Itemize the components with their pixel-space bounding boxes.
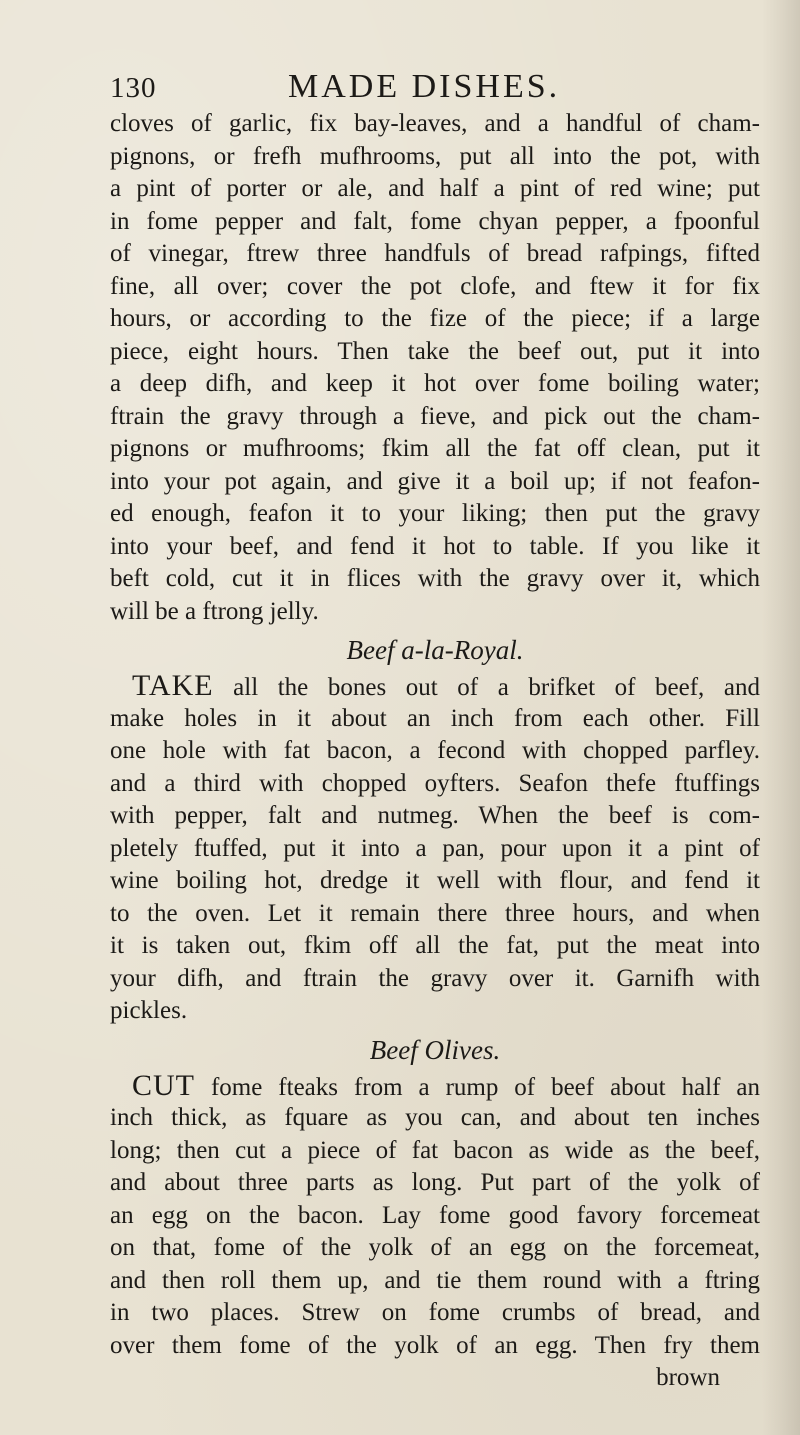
text-line: a deep difh, and keep it hot over fome boiling water; xyxy=(110,370,760,397)
first-line-text: fome fteaks from a rump of beef about half an xyxy=(195,1073,760,1101)
text-line: an egg on the bacon. Lay fome good favory forcemeat xyxy=(110,1201,760,1229)
catchword: brown xyxy=(656,1364,720,1391)
text-line: piece, eight hours. Then take the beef out, put it into xyxy=(110,337,760,365)
running-head: MADE DISHES. xyxy=(288,68,561,105)
text-line: make holes in it about an inch from each other. Fill xyxy=(110,704,760,732)
recipe-heading-beef-a-la-royal: Beef a-la-Royal. xyxy=(346,635,524,665)
text-line: a pint of porter or ale, and half a pint of red wine; put xyxy=(110,175,760,202)
text-line: ed enough, feafon it to your liking; then put the gravy xyxy=(110,500,760,527)
page-edge-shadow xyxy=(762,0,800,1435)
text-line: and a third with chopped oyfters. Seafon thefe ftuffings xyxy=(110,769,760,797)
text-line: one hole with fat bacon, a fecond with chopped parfley. xyxy=(110,737,760,764)
text-line: pletely ftuffed, put it into a pan, pour upon it a pint of xyxy=(110,834,760,862)
body-text xyxy=(110,108,760,1395)
text-line: will be a ftrong jelly. xyxy=(110,597,319,625)
text-line: beft cold, cut it in flices with the gravy over it, which xyxy=(110,565,760,592)
text-line: fine, all over; cover the pot clofe, and ftew it for fix xyxy=(110,272,760,300)
text-line: and about three parts as long. Put part of the yolk of xyxy=(110,1169,760,1196)
lead-word: CUT xyxy=(132,1068,195,1102)
text-line: on that, fome of the yolk of an egg on the forcemeat, xyxy=(110,1234,760,1261)
text-line: inch thick, as fquare as you can, and about ten inches xyxy=(110,1104,760,1131)
first-line xyxy=(110,670,760,703)
paragraph-continued xyxy=(110,108,760,628)
text-line: pignons, or frefh mufhrooms, put all into the pot, with xyxy=(110,142,760,170)
text-line: hours, or according to the fize of the piece; if a large xyxy=(110,305,760,332)
text-line: with pepper, falt and nutmeg. When the beef is com- xyxy=(110,802,760,829)
page-header xyxy=(110,68,730,108)
text-line: wine boiling hot, dredge it well with flour, and fend it xyxy=(110,867,760,894)
text-line: over them fome of the yolk of an egg. Then fry them xyxy=(110,1331,760,1359)
text-line: ftrain the gravy through a fieve, and pick out the cham- xyxy=(110,402,760,430)
text-line: into your pot again, and give it a boil up; if not feafon- xyxy=(110,467,760,495)
text-line: and then roll them up, and tie them round with a ftring xyxy=(110,1266,760,1294)
recipe-beef-olives xyxy=(110,1070,760,1363)
lead-word: TAKE xyxy=(132,669,214,702)
text-line: long; then cut a piece of fat bacon as wide as the beef, xyxy=(110,1136,760,1164)
text-line: to the oven. Let it remain there three hours, and when xyxy=(110,899,760,927)
page-number: 130 xyxy=(110,72,157,104)
text-line: it is taken out, fkim off all the fat, put the meat into xyxy=(110,932,760,959)
recipe-heading-beef-olives: Beef Olives. xyxy=(369,1034,501,1065)
first-line xyxy=(110,1070,760,1103)
first-line-text: all the bones out of a brifket of beef, and xyxy=(213,674,760,701)
recipe-beef-a-la-royal xyxy=(110,670,760,1028)
text-line: your difh, and ftrain the gravy over it. Garnifh with xyxy=(110,964,760,992)
text-line: pignons or mufhrooms; fkim all the fat off clean, put it xyxy=(110,435,760,462)
text-line: cloves of garlic, fix bay-leaves, and a handful of cham- xyxy=(110,110,760,137)
text-line: of vinegar, ftrew three handfuls of bread rafpings, fifted xyxy=(110,240,760,267)
text-line: pickles. xyxy=(110,997,188,1024)
text-line: in two places. Strew on fome crumbs of bread, and xyxy=(110,1299,760,1326)
text-line: into your beef, and fend it hot to table. If you like it xyxy=(110,532,760,560)
text-line: in fome pepper and falt, fome chyan pepper, a fpoonful xyxy=(110,207,760,235)
